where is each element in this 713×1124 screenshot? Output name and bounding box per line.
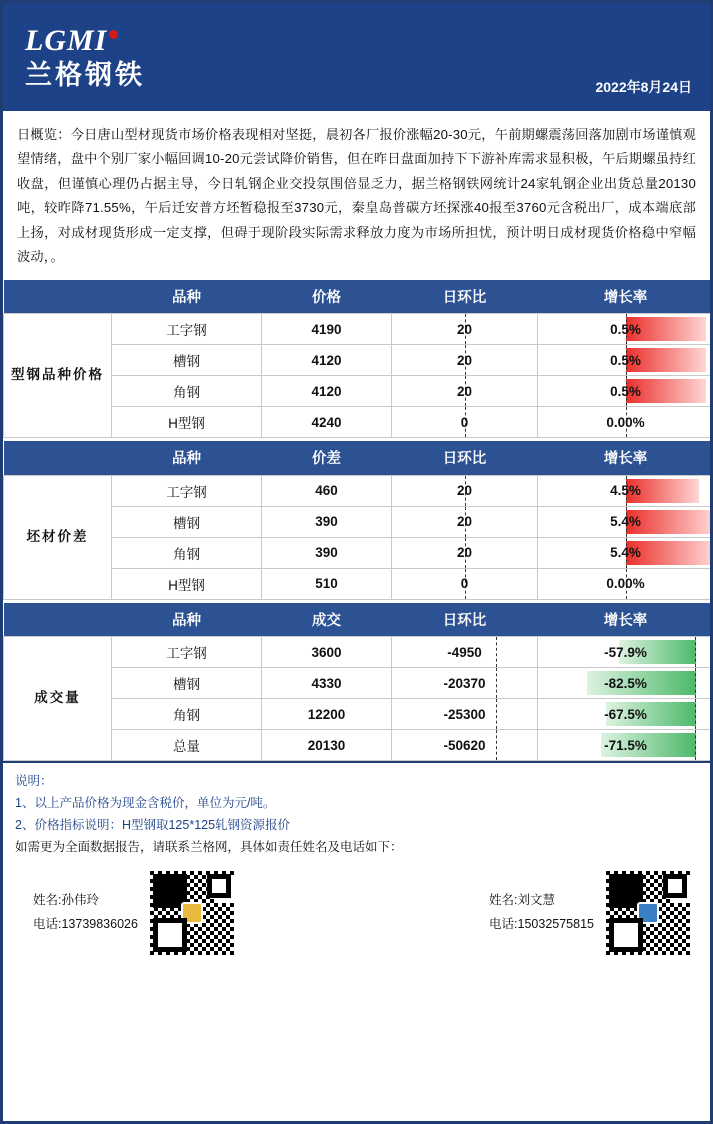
rate-zero-line (695, 730, 696, 760)
volume-table (3, 603, 713, 762)
variety-rate (538, 637, 713, 668)
rate-label: 0.5% (610, 352, 641, 368)
header-variety: 品种 (112, 603, 262, 637)
variety-value: 20130 (262, 730, 392, 761)
variety-dod-text: -50620 (443, 737, 486, 753)
table-block-prices (3, 280, 710, 439)
variety-dod-text: 20 (456, 545, 473, 561)
header-rate: 增长率 (538, 280, 713, 314)
variety-rate (538, 475, 713, 506)
header-dod: 日环比 (392, 280, 538, 314)
variety-dod (392, 407, 538, 438)
variety-rate (538, 506, 713, 537)
table-block-spread (3, 441, 710, 600)
variety-dod (392, 637, 538, 668)
variety-name: 角钢 (112, 699, 262, 730)
contact-1-name: 姓名:孙伟玲 (33, 892, 99, 907)
contact-2-text (489, 889, 594, 937)
variety-dod (392, 537, 538, 568)
variety-name: 槽钢 (112, 345, 262, 376)
spread-table (3, 441, 713, 600)
zero-line (496, 637, 497, 667)
header-blank (4, 280, 112, 314)
logo-chinese-label: 兰格钢铁 (25, 59, 145, 90)
table-block-volume (3, 603, 710, 762)
contacts-section (3, 863, 710, 969)
report-date: 2022年8月24日 (595, 79, 692, 95)
notes-line-2: 2、价格指标说明：H型钢取125*125轧钢资源报价 (15, 817, 291, 832)
rate-label: 0.00% (606, 576, 645, 592)
variety-rate (538, 345, 713, 376)
variety-value: 390 (262, 537, 392, 568)
variety-dod (392, 699, 538, 730)
rate-label: 0.5% (610, 383, 641, 399)
header-variety: 品种 (112, 441, 262, 475)
table-row (4, 314, 713, 345)
variety-dod-text: 0 (460, 576, 469, 592)
variety-rate (538, 699, 713, 730)
price-table (3, 280, 713, 439)
variety-dod-text: -25300 (443, 706, 486, 722)
variety-dod-text: 20 (456, 352, 473, 368)
variety-dod (392, 668, 538, 699)
header-blank (4, 441, 112, 475)
variety-name: 工字钢 (112, 314, 262, 345)
variety-name: H型钢 (112, 568, 262, 599)
variety-dod-text: 20 (456, 321, 473, 337)
variety-dod-text: 20 (456, 383, 473, 399)
variety-name: 槽钢 (112, 506, 262, 537)
header-rate: 增长率 (538, 603, 713, 637)
contact-block-1 (33, 867, 238, 959)
variety-name: 总量 (112, 730, 262, 761)
row-group-label: 坯材价差 (4, 475, 112, 599)
header-dod: 日环比 (392, 441, 538, 475)
variety-name: 工字钢 (112, 637, 262, 668)
table-row (4, 475, 713, 506)
row-group-label: 成交量 (4, 637, 112, 761)
header-value: 价差 (262, 441, 392, 475)
variety-dod (392, 345, 538, 376)
notes-section (3, 761, 710, 863)
variety-dod (392, 506, 538, 537)
variety-dod (392, 730, 538, 761)
rate-label: -57.9% (604, 644, 647, 660)
header-variety: 品种 (112, 280, 262, 314)
daily-summary-text: 日概览：今日唐山型材现货市场价格表现相对坚挺，晨初各厂报价涨幅20-30元，午前期螺震荡回落加剧市场谨慎观望情绪，盘中个别厂家小幅回调10-20元尝试降价销售，但在昨日盘面加持下下游补库需求显积极，午后期螺虽持红收盘，但谨慎心理仍占据主导，今日轧钢企业交投氛围倍显乏力，据兰格钢铁网统计24家轧钢企业出货总量20130吨，较昨降71.55%，午后迁安普方坯暂稳报至3730元，秦皇岛普碳方坯探涨40报至3760元含税出厂，成本端底部上扬，对成材现货形成一定支撑，但碍于现阶段实际需求释放力度为市场所担忧，预计明日成材现货价格稳中窄幅波动，。 (17, 127, 696, 265)
variety-dod (392, 568, 538, 599)
variety-rate (538, 668, 713, 699)
variety-value: 3600 (262, 637, 392, 668)
contact-2-name: 姓名:刘文慧 (489, 892, 556, 907)
variety-value: 4190 (262, 314, 392, 345)
variety-value: 4120 (262, 345, 392, 376)
rate-label: 0.5% (610, 321, 641, 337)
header-value: 成交 (262, 603, 392, 637)
variety-name: 角钢 (112, 537, 262, 568)
variety-value: 4330 (262, 668, 392, 699)
zero-line (496, 730, 497, 760)
variety-dod-text: -4950 (447, 644, 482, 660)
table-header-row (4, 280, 713, 314)
variety-name: 工字钢 (112, 475, 262, 506)
contact-1-text (33, 889, 138, 937)
logo-dot-icon (109, 30, 118, 39)
rate-label: 5.4% (610, 545, 641, 561)
logo-latin-text (25, 23, 145, 57)
rate-zero-line (695, 668, 696, 698)
qr-code-icon-2 (602, 867, 694, 959)
contact-block-2 (489, 867, 694, 959)
zero-line (496, 668, 497, 698)
qr-code-icon-1 (146, 867, 238, 959)
notes-line-3: 如需更为全面数据报告，请联系兰格网，具体如责任姓名及电话如下： (15, 839, 403, 854)
variety-rate (538, 730, 713, 761)
rate-label: -82.5% (604, 675, 647, 691)
rate-zero-line (695, 699, 696, 729)
rate-label: 5.4% (610, 514, 641, 530)
rate-label: -71.5% (604, 737, 647, 753)
variety-dod (392, 475, 538, 506)
rate-zero-line (695, 637, 696, 667)
variety-value: 460 (262, 475, 392, 506)
logo-latin-label: LGMI (25, 23, 108, 57)
variety-dod-text: 0 (460, 414, 469, 430)
variety-value: 4120 (262, 376, 392, 407)
variety-name: 角钢 (112, 376, 262, 407)
variety-dod-text: -20370 (443, 675, 486, 691)
contact-1-phone: 电话:13739836026 (33, 916, 138, 931)
variety-value: 390 (262, 506, 392, 537)
header-value: 价格 (262, 280, 392, 314)
page-header (3, 3, 710, 111)
brand-logo (25, 23, 145, 90)
variety-rate (538, 568, 713, 599)
variety-value: 510 (262, 568, 392, 599)
rate-label: 0.00% (606, 414, 645, 430)
header-rate: 增长率 (538, 441, 713, 475)
variety-rate (538, 376, 713, 407)
table-header-row (4, 603, 713, 637)
variety-dod-text: 20 (456, 483, 473, 499)
variety-rate (538, 407, 713, 438)
contact-2-phone: 电话:15032575815 (489, 916, 594, 931)
header-dod: 日环比 (392, 603, 538, 637)
variety-value: 12200 (262, 699, 392, 730)
table-header-row (4, 441, 713, 475)
notes-title: 说明： (15, 774, 53, 789)
variety-value: 4240 (262, 407, 392, 438)
rate-label: -67.5% (604, 706, 647, 722)
header-blank (4, 603, 112, 637)
row-group-label: 型钢品种价格 (4, 314, 112, 438)
zero-line (496, 699, 497, 729)
table-row (4, 637, 713, 668)
variety-dod (392, 376, 538, 407)
variety-rate (538, 537, 713, 568)
rate-label: 4.5% (610, 483, 641, 499)
variety-dod-text: 20 (456, 514, 473, 530)
variety-rate (538, 314, 713, 345)
variety-name: 槽钢 (112, 668, 262, 699)
variety-dod (392, 314, 538, 345)
variety-name: H型钢 (112, 407, 262, 438)
notes-line-1: 1、以上产品价格为现金含税价，单位为元/吨。 (15, 795, 276, 810)
